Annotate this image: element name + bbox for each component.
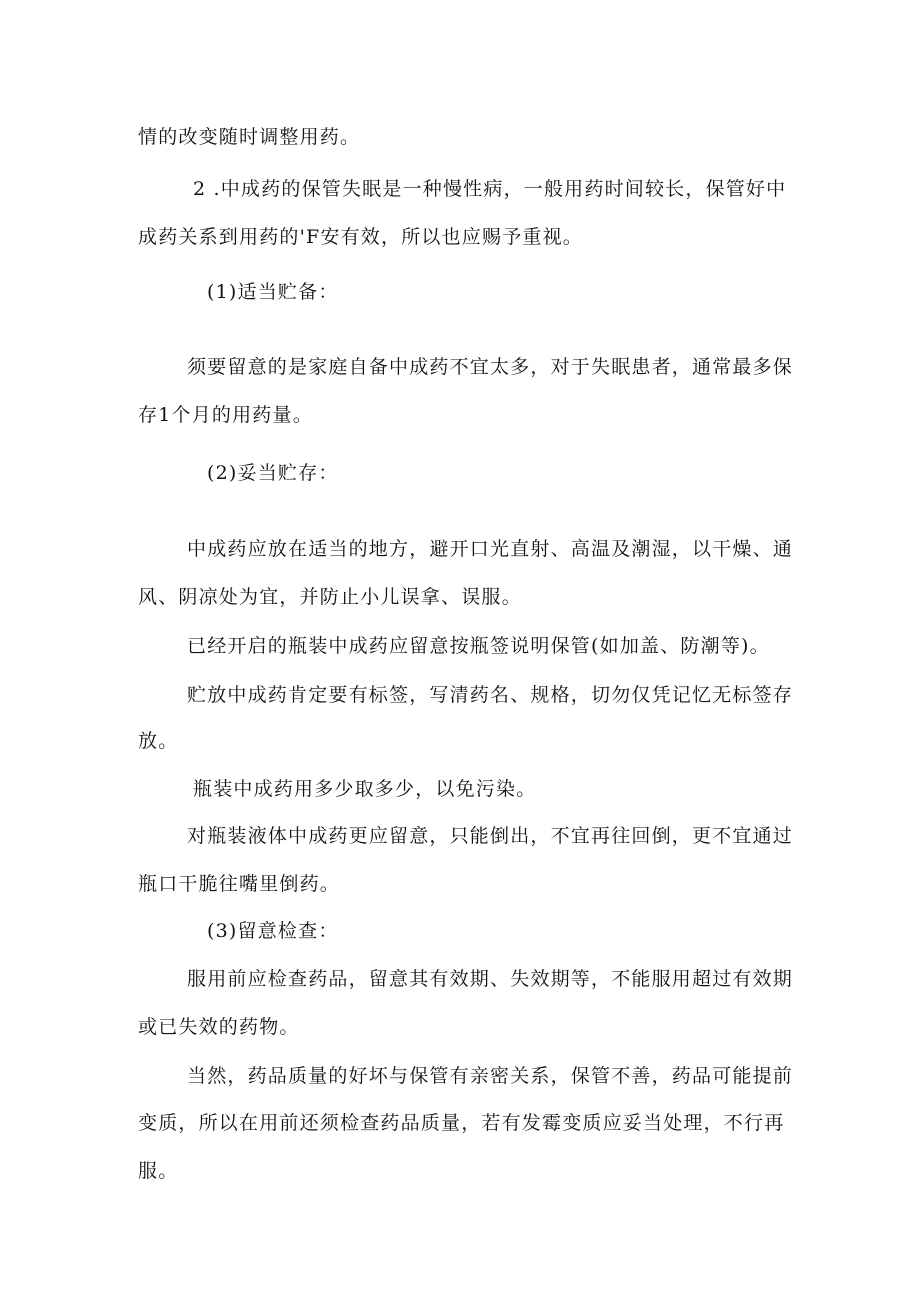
paragraph-line: 已经开启的瓶装中成药应留意按瓶签说明保管(如加盖、防潮等)。: [187, 635, 770, 657]
paragraph-line: 或已失效的药物。: [138, 1016, 300, 1038]
paragraph-line: 服用前应检查药品，留意其有效期、失效期等，不能服用超过有效期: [187, 968, 794, 990]
paragraph-line: 存1个月的用药量。: [138, 404, 313, 426]
subsection-heading: (2)妥当贮存：: [207, 462, 339, 484]
paragraph-line: 须要留意的是家庭自备中成药不宜太多，对于失眠患者，通常最多保: [187, 356, 794, 378]
paragraph-line: 风、阴凉处为宜，并防止小儿误拿、误服。: [138, 586, 522, 608]
paragraph-line: 情的改变随时调整用药。: [138, 126, 361, 148]
subsection-heading: (3)留意检查：: [207, 920, 339, 942]
paragraph-line: 中成药应放在适当的地方，避开口光直射、高温及潮湿，以干燥、通: [187, 538, 794, 560]
paragraph-line: 对瓶装液体中成药更应留意，只能倒出，不宜再往回倒，更不宜通过: [187, 825, 794, 847]
paragraph-line: 放。: [138, 730, 179, 752]
paragraph-line: 成药关系到用药的'F安有效，所以也应赐予重视。: [138, 226, 584, 248]
paragraph-line: 变质，所以在用前还须检查药品质量，若有发霉变质应妥当处理，不行再: [138, 1112, 785, 1134]
subsection-heading: (1)适当贮备：: [207, 281, 339, 303]
section-heading: 2 .中成药的保管失眠是一种慢性病，一般用药时间较长，保管好中: [193, 178, 787, 200]
paragraph-line: 贮放中成药肯定要有标签，写清药名、规格，切勿仅凭记忆无标签存: [187, 684, 794, 706]
paragraph-line: 当然，药品质量的好坏与保管有亲密关系，保管不善，药品可能提前: [187, 1065, 794, 1087]
paragraph-line: 服。: [138, 1160, 179, 1182]
paragraph-line: 瓶装中成药用多少取多少，以免污染。: [193, 778, 537, 800]
paragraph-line: 瓶口干脆往嘴里倒药。: [138, 873, 341, 895]
